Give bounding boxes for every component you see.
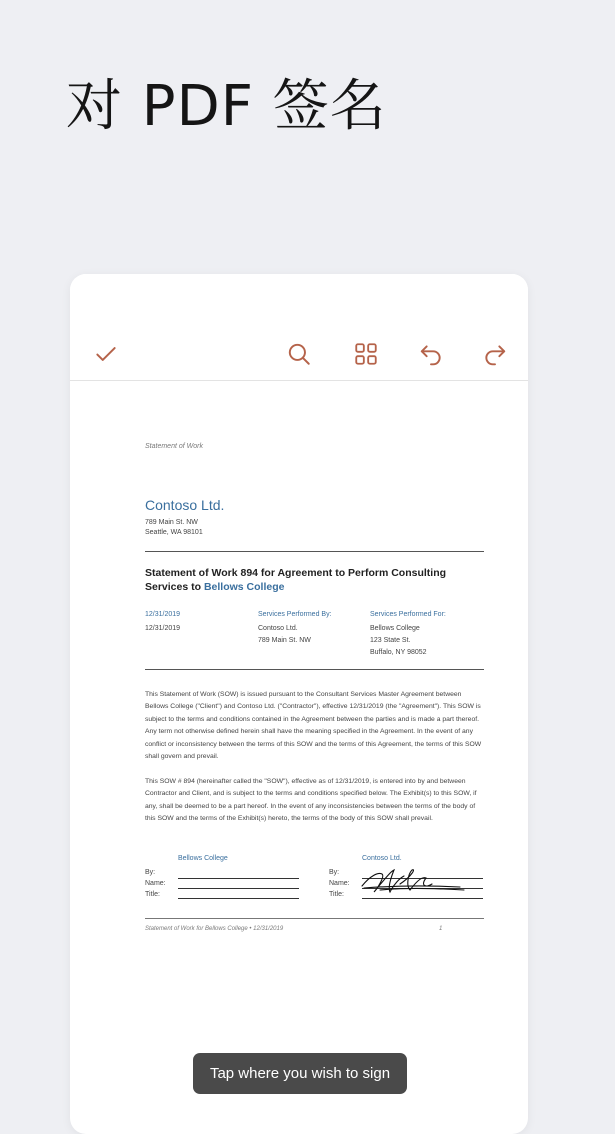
redo-button[interactable]	[479, 338, 511, 370]
left-name-line[interactable]	[178, 888, 299, 889]
sow-title-accent: Bellows College	[203, 581, 285, 593]
left-title-line[interactable]	[178, 898, 299, 899]
search-button[interactable]	[283, 338, 315, 370]
done-button[interactable]	[90, 338, 122, 370]
performed-by-address: 789 Main St. NW	[258, 637, 311, 644]
page-headline: 对 PDF 签名	[66, 74, 387, 139]
undo-button[interactable]	[415, 338, 447, 370]
toolbar	[70, 274, 528, 381]
undo-icon	[418, 341, 444, 367]
search-icon	[286, 341, 312, 367]
doc-footer: Statement of Work for Bellows College • 12/31/2019	[145, 926, 284, 932]
left-by-label: By:	[145, 869, 156, 876]
pdf-viewer-card	[70, 274, 528, 1134]
checkmark-icon	[93, 341, 119, 367]
left-by-line[interactable]	[178, 878, 299, 879]
company-name: Contoso Ltd.	[145, 497, 225, 513]
divider	[145, 551, 484, 552]
right-name-label: Name:	[329, 880, 350, 887]
redo-icon	[482, 341, 508, 367]
paragraph-1: This Statement of Work (SOW) is issued pursuant to the Consultant Services Master Agreement between Bellows College ("Client") and Contoso Ltd. ("Contractor"), effective 12/31/2019 (the "Agreement"). This SOW is subject to the terms and conditions contained in the Agreement between the parties and is made a part thereof. Any term not otherwise defined herein shall have the meaning specified in the Agreement. In the event of any conflict or inconsistency between the terms of this SOW and the terms of this Agreement, the terms of this SOW shall govern and prevail.	[145, 691, 482, 761]
thumbnails-button[interactable]	[350, 338, 382, 370]
performed-for-address2: Buffalo, NY 98052	[370, 649, 427, 656]
company-address-line1: 789 Main St. NW	[145, 519, 198, 526]
paragraph-2: This SOW # 894 (hereinafter called the "SOW"), effective as of 12/31/2019, is entered into by and between Contractor and Client, and is subject to the terms and conditions specified below. The Exhibit(s) to this SOW, if any, shall be deemed to be a part hereof. In the event of any inconsistencies between the terms of the body of this SOW and the terms of the Exhibit(s) hereto, the terms of the body of this SOW shall prevail.	[145, 778, 477, 823]
doc-header-label: Statement of Work	[145, 443, 203, 450]
info-date-label: 12/31/2019	[145, 611, 181, 618]
performed-for-name: Bellows College	[370, 625, 420, 632]
right-signature-org: Contoso Ltd.	[362, 855, 402, 862]
performed-for-label: Services Performed For:	[370, 611, 446, 618]
pdf-page[interactable]	[70, 381, 528, 1134]
page-number: 1	[439, 926, 443, 932]
sign-hint-toast: Tap where you wish to sign	[193, 1053, 407, 1094]
grid-icon	[353, 341, 379, 367]
handwritten-signature[interactable]	[360, 866, 470, 898]
footer-divider	[145, 918, 484, 919]
left-title-label: Title:	[145, 891, 160, 898]
left-signature-org: Bellows College	[178, 855, 228, 862]
sow-title-text: Statement of Work 894 for Agreement to Perform Consulting Services to	[145, 567, 447, 593]
divider	[145, 669, 484, 670]
right-by-label: By:	[329, 869, 340, 876]
performed-by-label: Services Performed By:	[258, 611, 332, 618]
company-address-line2: Seattle, WA 98101	[145, 529, 203, 536]
performed-by-name: Contoso Ltd.	[258, 625, 298, 632]
sow-title	[145, 566, 475, 594]
right-title-label: Title:	[329, 891, 344, 898]
info-date-value: 12/31/2019	[145, 625, 181, 632]
performed-for-address1: 123 State St.	[370, 637, 411, 644]
right-title-line[interactable]	[362, 898, 483, 899]
left-name-label: Name:	[145, 880, 166, 887]
